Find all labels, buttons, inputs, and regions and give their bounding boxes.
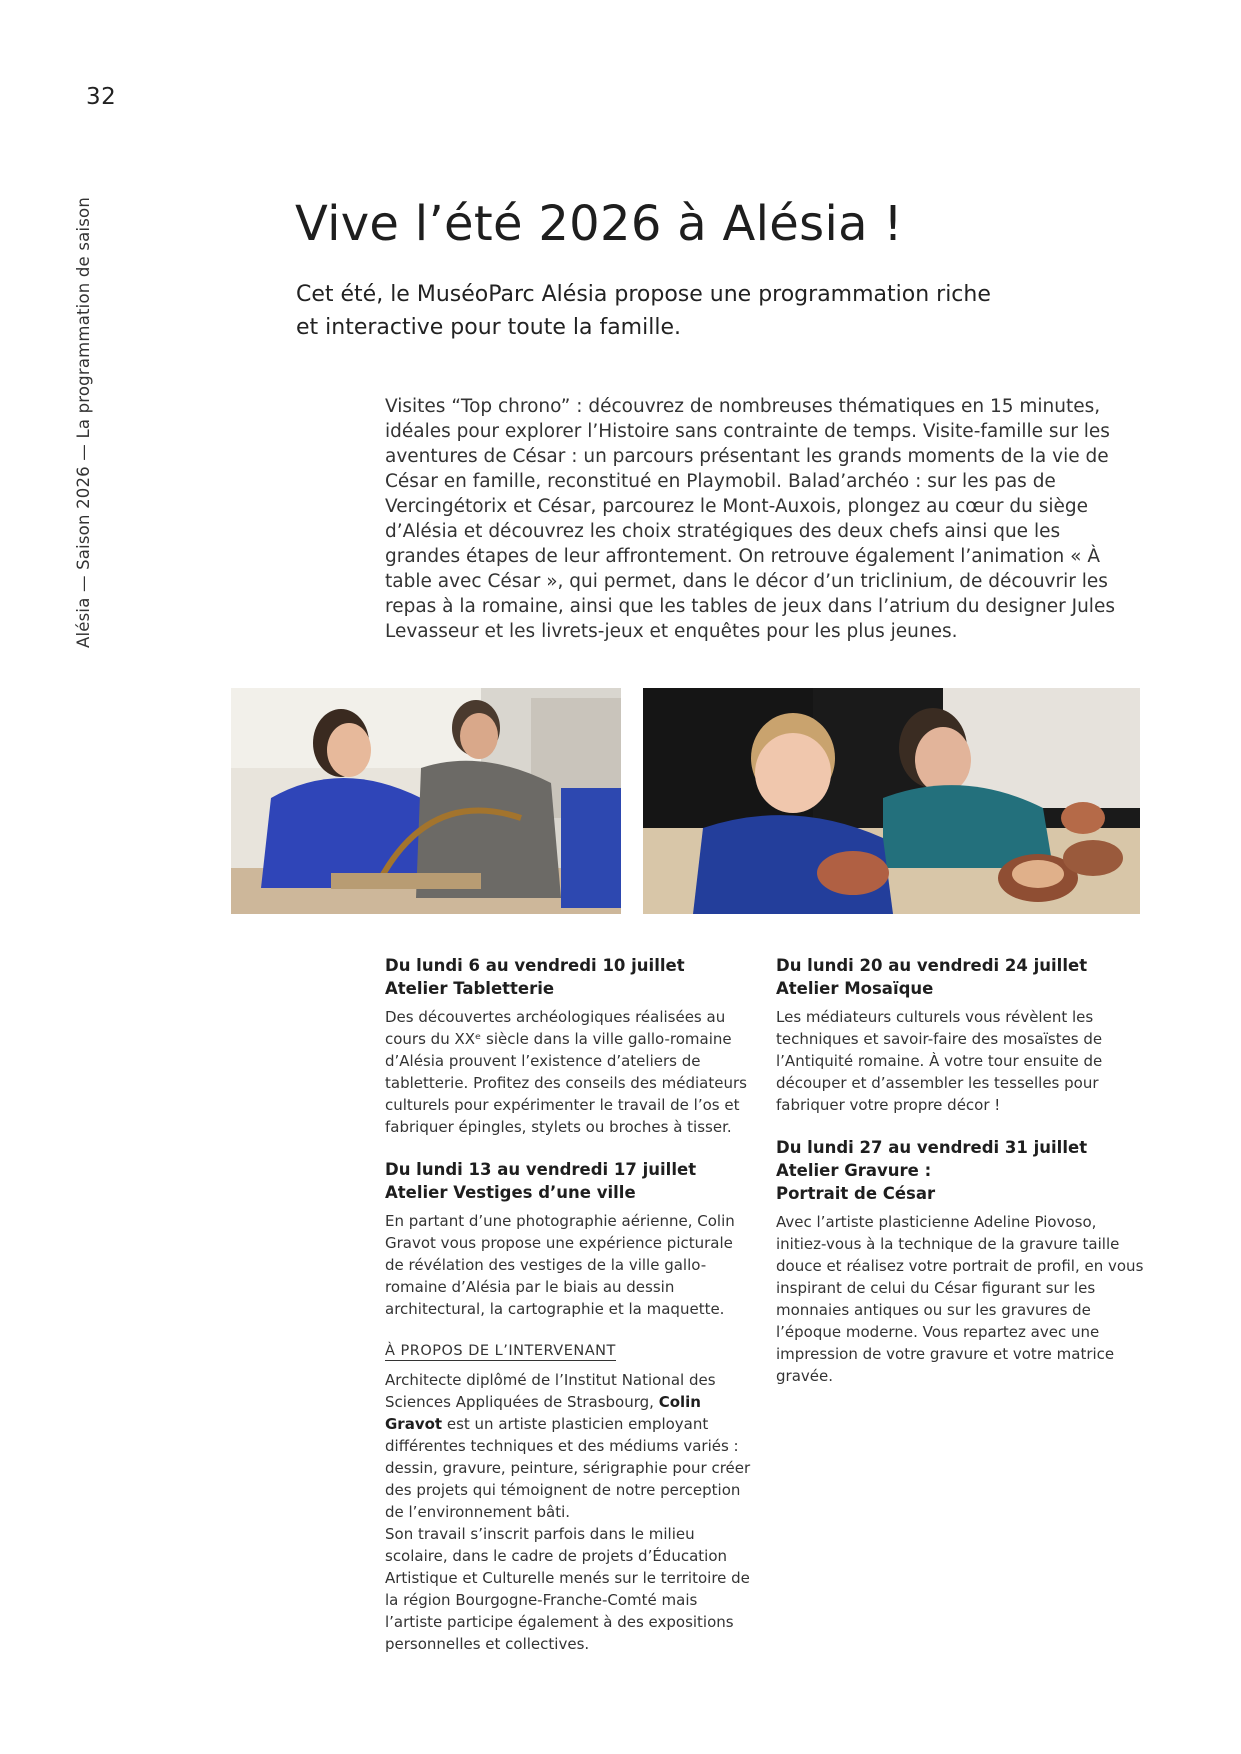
workshop-vestiges xyxy=(385,1158,755,1320)
workshop-gravure xyxy=(776,1136,1146,1387)
workshop-name: Atelier Gravure : xyxy=(776,1161,932,1180)
workshop-date: Du lundi 13 au vendredi 17 juillet xyxy=(385,1160,697,1179)
workshop-date: Du lundi 20 au vendredi 24 juillet xyxy=(776,956,1088,975)
speaker-name: Colin Gravot xyxy=(385,1393,701,1433)
workshop-description: Les médiateurs culturels vous révèlent les techniques et savoir-faire des mosaïstes de l’Antiquité romaine. À votre tour ensuite de découper et d’assembler les tesselles pour fabriquer votre propre décor ! xyxy=(776,1008,1103,1114)
workshop-date: Du lundi 6 au vendredi 10 juillet xyxy=(385,956,685,975)
about-text-second: Son travail s’inscrit parfois dans le milieu scolaire, dans le cadre de projets d’Éducation Artistique et Culturelle menés sur le territoire de la région Bourgogne-Franche-Comté mais l’artiste participe également à des expositions personnelles et collectives. xyxy=(385,1525,750,1653)
page-title: Vive l’été 2026 à Alésia ! xyxy=(295,196,903,252)
photo-children-clay-workshop xyxy=(643,688,1140,914)
workshop-heading xyxy=(385,954,755,1000)
subtitle-line-1: Cet été, le MuséoParc Alésia propose une programmation riche xyxy=(296,282,991,307)
workshop-name: Atelier Vestiges d’une ville xyxy=(385,1183,636,1202)
workshops-left-column xyxy=(385,954,755,1675)
workshop-heading xyxy=(776,954,1146,1000)
about-speaker xyxy=(385,1340,755,1655)
section-side-label: Alésia — Saison 2026 — La programmation de saison xyxy=(74,197,93,648)
photo-tabletterie-workshop xyxy=(231,688,621,914)
workshops-right-column xyxy=(776,954,1146,1407)
intro-paragraph: Visites “Top chrono” : découvrez de nombreuses thématiques en 15 minutes, idéales pour explorer l’Histoire sans contrainte de temps. Visite-famille sur les aventures de César : un parcours présentant les grands moments de la vie de César en famille, reconstitué en Playmobil. Balad’archéo : sur les pas de Vercingétorix et César, parcourez le Mont-Auxois, plongez au cœur du siège d’Alésia et découvrez les choix stratégiques des deux chefs ainsi que les grandes étapes de leur affrontement. On retrouve également l’animation « À table avec César », qui permet, dans le décor d’un triclinium, de découvrir les repas à la romaine, ainsi que les tables de jeux dans l’atrium du designer Jules Levasseur et les livrets-jeux et enquêtes pour les plus jeunes. xyxy=(385,396,1115,642)
page-number: 32 xyxy=(86,84,117,110)
page-subtitle xyxy=(296,278,1056,344)
workshop-date: Du lundi 27 au vendredi 31 juillet xyxy=(776,1138,1088,1157)
workshop-heading xyxy=(776,1136,1146,1205)
about-text-after: est un artiste plasticien employant différentes techniques et des médiums variés : dessin, gravure, peinture, sérigraphie pour créer des projets qui témoignent de notre perception de l’environnement bâti. xyxy=(385,1415,751,1521)
about-speaker-heading: À PROPOS DE L’INTERVENANT xyxy=(385,1343,616,1359)
workshop-heading xyxy=(385,1158,755,1204)
workshop-name: Atelier Tabletterie xyxy=(385,979,555,998)
about-text-before: Architecte diplômé de l’Institut National des Sciences Appliquées de Strasbourg, xyxy=(385,1371,716,1411)
workshop-tabletterie xyxy=(385,954,755,1138)
workshop-name: Atelier Mosaïque xyxy=(776,979,934,998)
workshop-description: En partant d’une photographie aérienne, Colin Gravot vous propose une expérience picturale de révélation des vestiges de la ville gallo-romaine d’Alésia par le biais au dessin architectural, la cartographie et la maquette. xyxy=(385,1212,735,1318)
workshop-name-line-2: Portrait de César xyxy=(776,1184,936,1203)
workshop-mosaique xyxy=(776,954,1146,1116)
subtitle-line-2: et interactive pour toute la famille. xyxy=(296,315,681,340)
workshop-description: Des découvertes archéologiques réalisées au cours du XXᵉ siècle dans la ville gallo-romaine d’Alésia prouvent l’existence d’ateliers de tabletterie. Profitez des conseils des médiateurs culturels pour expérimenter le travail de l’os et fabriquer épingles, stylets ou broches à tisser. xyxy=(385,1008,747,1136)
workshop-description: Avec l’artiste plasticienne Adeline Piovoso, initiez-vous à la technique de la gravure taille douce et réalisez votre portrait de profil, en vous inspirant de celui du César figurant sur les monnaies antiques ou sur les gravures de l’époque moderne. Vous repartez avec une impression de votre gravure et votre matrice gravée. xyxy=(776,1213,1144,1385)
about-speaker-text xyxy=(385,1369,755,1655)
